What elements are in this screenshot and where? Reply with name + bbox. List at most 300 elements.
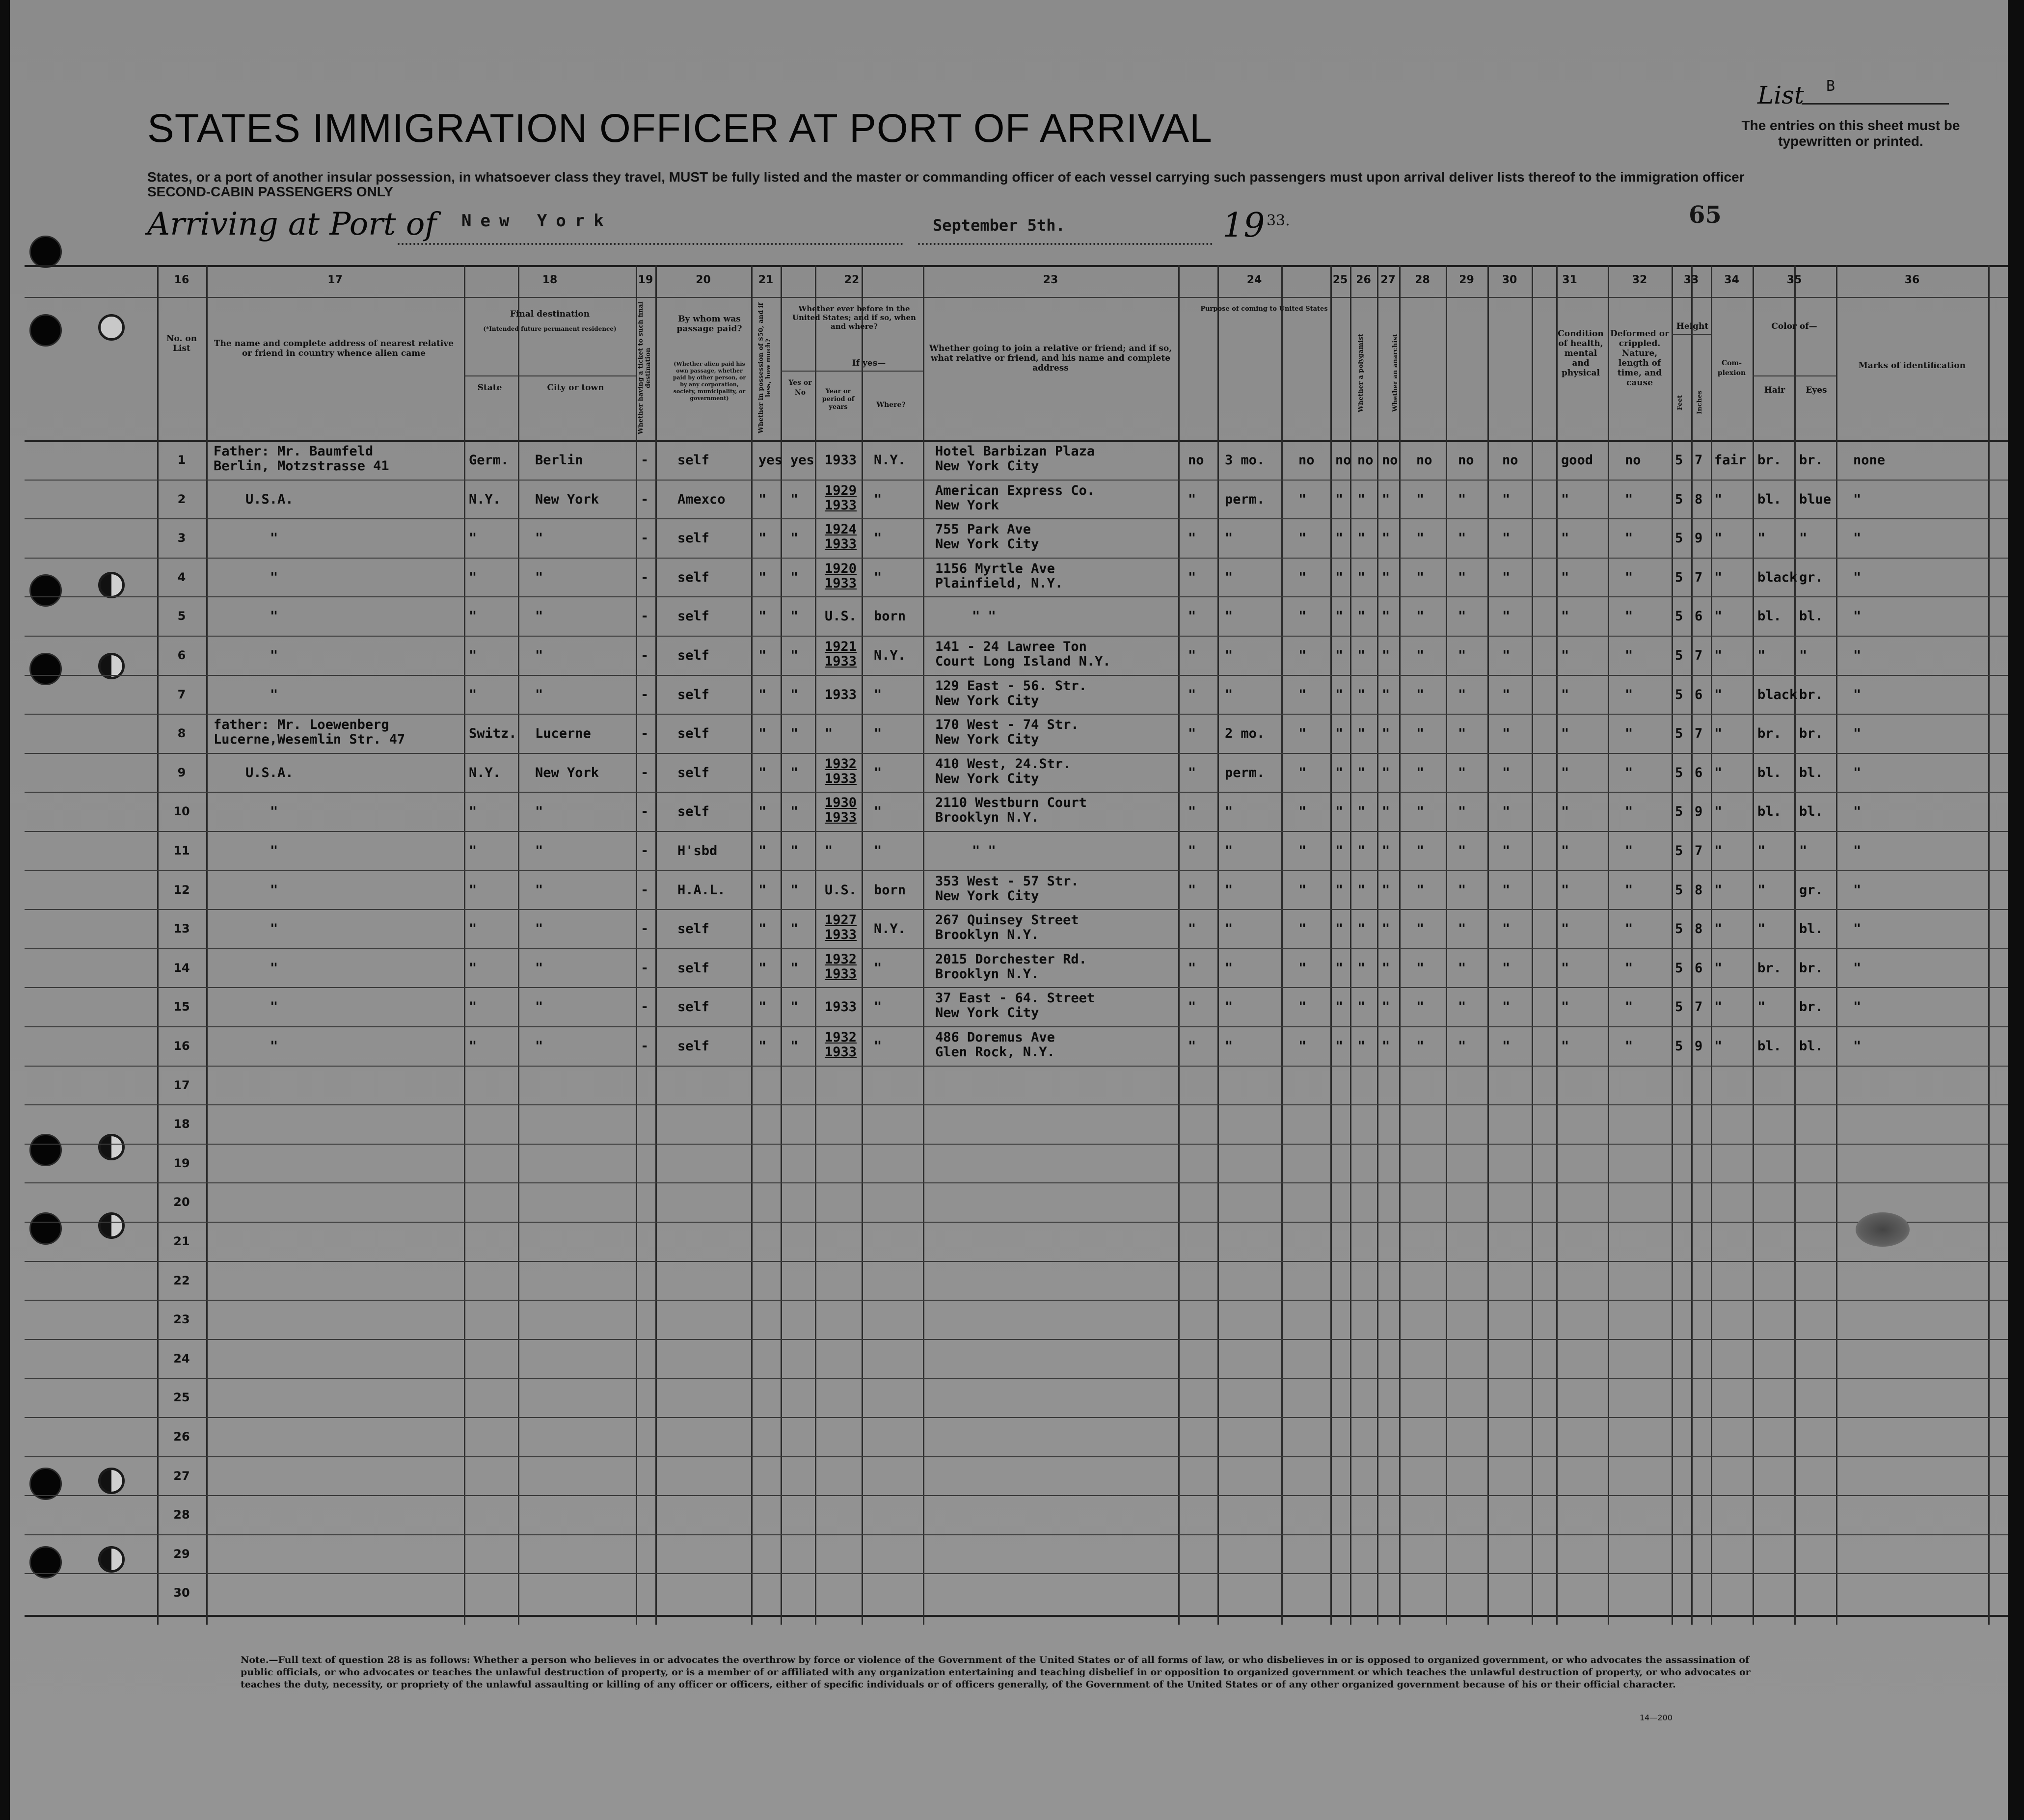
hair-color: black (1757, 569, 1798, 585)
where-value: " (874, 569, 882, 585)
purpose-1: " (1188, 687, 1196, 702)
identification-marks: " (1853, 569, 1862, 585)
years-first: 1932 (825, 1030, 857, 1045)
column-line (655, 265, 657, 1625)
port-value: New York (461, 211, 613, 231)
col-28: " (1416, 960, 1425, 976)
column-line (1487, 265, 1489, 1625)
complexion-value: " (1714, 843, 1723, 858)
where-value: " (874, 1039, 882, 1054)
column-line (1794, 265, 1796, 1625)
complexion-value: " (1714, 491, 1723, 507)
purpose-3: " (1298, 569, 1307, 585)
date-dotted-line (918, 243, 1213, 245)
header-deformed: Deformed or crippled. Nature, length of time, and cause (1610, 329, 1670, 388)
purpose-3: " (1298, 999, 1307, 1015)
eye-color: br. (1799, 687, 1823, 702)
destination-state: " (469, 569, 477, 585)
deformed-value: " (1625, 726, 1633, 742)
row-line (25, 831, 2008, 832)
purpose-3: " (1298, 882, 1307, 898)
row-line (25, 1104, 2008, 1105)
col-29: " (1458, 648, 1466, 663)
col-25: " (1335, 1039, 1344, 1054)
row-number: 14 (173, 961, 190, 975)
height-feet: 5 (1675, 1039, 1683, 1054)
deformed-value: " (1625, 804, 1633, 820)
money-value: " (758, 531, 767, 546)
row-number: 15 (173, 1000, 190, 1014)
column-number: 26 (1356, 274, 1371, 286)
joining-address: Court Long Island N.Y. (935, 654, 1111, 669)
money-value: " (758, 569, 767, 585)
height-feet: 5 (1675, 491, 1683, 507)
destination-state: " (469, 648, 477, 663)
header-years: Year or period of years (822, 388, 855, 411)
health-condition: " (1561, 1039, 1569, 1054)
row-number: 7 (177, 687, 186, 701)
row-number: 19 (173, 1156, 190, 1170)
row-number: 20 (173, 1195, 190, 1209)
years-second: 1933 (825, 771, 857, 786)
deformed-value: " (1625, 1039, 1633, 1054)
years-first: 1932 (825, 756, 857, 772)
col-26: " (1357, 960, 1366, 976)
row-number: 29 (173, 1547, 190, 1561)
row-line (25, 1339, 2008, 1340)
eye-color: gr. (1799, 569, 1823, 585)
table-top-border (25, 265, 2008, 267)
before-yes-no: " (790, 999, 799, 1015)
height-inches: 9 (1695, 531, 1703, 546)
column-line (1350, 265, 1351, 1625)
hair-color: " (1757, 843, 1766, 858)
complexion-value: " (1714, 609, 1723, 624)
column-line (1753, 265, 1754, 1625)
eye-color: br. (1799, 960, 1823, 976)
header-no-on-list: No. on List (166, 334, 197, 353)
ticket-value: - (641, 687, 649, 702)
destination-state: " (469, 687, 477, 702)
row-line (25, 1573, 2008, 1574)
height-inches: 6 (1695, 960, 1703, 976)
col-25: " (1335, 687, 1344, 702)
col-26: " (1357, 999, 1366, 1015)
health-condition: " (1561, 726, 1569, 742)
purpose-3: no (1298, 453, 1315, 468)
joining-name: 353 West - 57 Str. (935, 873, 1079, 889)
column-number: 30 (1502, 274, 1517, 286)
deformed-value: " (1625, 843, 1633, 858)
header-purpose: Purpose of coming to United States (1200, 305, 1328, 313)
purpose-length: " (1225, 882, 1233, 898)
years-second: 1933 (825, 927, 857, 943)
complexion-value: " (1714, 960, 1723, 976)
deformed-value: no (1625, 453, 1641, 468)
identification-marks: " (1853, 726, 1862, 742)
col-28: " (1416, 609, 1425, 624)
row-number: 11 (173, 844, 190, 857)
purpose-length: " (1225, 843, 1233, 858)
height-inches: 9 (1695, 1039, 1703, 1054)
joining-address: New York City (935, 693, 1039, 708)
joining-name: 170 West - 74 Str. (935, 717, 1079, 733)
identification-marks: " (1853, 648, 1862, 663)
purpose-length: perm. (1225, 491, 1265, 507)
row-line (25, 909, 2008, 910)
row-number: 12 (173, 883, 190, 897)
joining-name: 129 East - 56. Str. (935, 678, 1087, 694)
purpose-3: " (1298, 765, 1307, 780)
header-marks: Marks of identification (1858, 361, 1966, 371)
col-30: no (1502, 453, 1518, 468)
column-line (1988, 265, 1990, 1625)
money-value: " (758, 882, 767, 898)
joining-address: Brooklyn N.Y. (935, 810, 1039, 826)
joining-name: 267 Quinsey Street (935, 912, 1079, 928)
column-line (157, 265, 159, 1625)
height-inches: 7 (1695, 999, 1703, 1015)
row-line (25, 1222, 2008, 1223)
height-inches: 7 (1695, 648, 1703, 663)
col-26: " (1357, 1039, 1366, 1054)
destination-state: " (469, 843, 477, 858)
health-condition: " (1561, 882, 1569, 898)
height-feet: 5 (1675, 569, 1683, 585)
joining-address: New York City (935, 732, 1039, 748)
destination-state: " (469, 999, 477, 1015)
money-value: " (758, 648, 767, 663)
purpose-3: " (1298, 491, 1307, 507)
col-27: " (1382, 999, 1390, 1015)
col-29: " (1458, 687, 1466, 702)
years-first: 1921 (825, 639, 857, 654)
joining-address: Glen Rock, N.Y. (935, 1044, 1055, 1060)
health-condition: " (1561, 999, 1569, 1015)
col-27: " (1382, 609, 1390, 624)
row-number: 5 (177, 609, 186, 623)
row-number: 22 (173, 1273, 190, 1287)
col-30: " (1502, 882, 1511, 898)
col-25: " (1335, 491, 1344, 507)
row-line (25, 596, 2008, 597)
purpose-length: " (1225, 687, 1233, 702)
purpose-3: " (1298, 804, 1307, 820)
binder-ring (98, 314, 125, 341)
purpose-length: 3 mo. (1225, 453, 1265, 468)
deformed-value: " (1625, 687, 1633, 702)
col-29: " (1458, 765, 1466, 780)
row-line (25, 636, 2008, 637)
years-value: 1933 (825, 687, 857, 702)
health-condition: " (1561, 843, 1569, 858)
identification-marks: " (1853, 921, 1862, 937)
row-line (25, 1534, 2008, 1535)
column-line (862, 265, 863, 1625)
stain-mark (1856, 1212, 1910, 1247)
header-where: Where? (876, 401, 906, 409)
purpose-3: " (1298, 1039, 1307, 1054)
purpose-length: " (1225, 1039, 1233, 1054)
relative-name: " (270, 999, 278, 1015)
hair-color: " (1757, 648, 1766, 663)
joining-name: 141 - 24 Lawree Ton (935, 639, 1087, 654)
destination-city: " (535, 531, 543, 546)
purpose-length: " (1225, 569, 1233, 585)
row-number: 26 (173, 1430, 190, 1444)
eye-color: bl. (1799, 1039, 1823, 1054)
col-27: " (1382, 804, 1390, 820)
deformed-value: " (1625, 765, 1633, 780)
row-line (25, 948, 2008, 949)
col-29: " (1458, 804, 1466, 820)
destination-city: Lucerne (535, 726, 591, 742)
col-27: " (1382, 648, 1390, 663)
height-inches: 9 (1695, 804, 1703, 820)
joining-address: Brooklyn N.Y. (935, 927, 1039, 943)
col-29: " (1458, 921, 1466, 937)
joining-address: Plainfield, N.Y. (935, 575, 1063, 591)
destination-city: " (535, 921, 543, 937)
joining-address: New York City (935, 536, 1039, 552)
complexion-value: " (1714, 1039, 1723, 1054)
eye-color: br. (1799, 999, 1823, 1015)
joining-name: 2015 Dorchester Rd. (935, 951, 1087, 967)
hair-color: " (1757, 882, 1766, 898)
before-yes-no: " (790, 569, 799, 585)
eye-color: bl. (1799, 765, 1823, 780)
row-number: 23 (173, 1312, 190, 1327)
identification-marks: " (1853, 882, 1862, 898)
col-30: " (1502, 1039, 1511, 1054)
purpose-1: " (1188, 882, 1196, 898)
column-line (1711, 265, 1712, 1625)
height-inches: 8 (1695, 882, 1703, 898)
health-condition: " (1561, 804, 1569, 820)
binder-hole (29, 1212, 62, 1245)
col-26: " (1357, 921, 1366, 937)
col-30: " (1502, 804, 1511, 820)
row-line (25, 870, 2008, 871)
destination-state: Germ. (469, 453, 509, 468)
where-value: " (874, 726, 882, 742)
before-yes-no: " (790, 531, 799, 546)
col-28: " (1416, 921, 1425, 937)
column-line (781, 265, 782, 1625)
col-28: " (1416, 843, 1425, 858)
header-color-of: Color of— (1771, 321, 1817, 331)
col-25: " (1335, 843, 1344, 858)
years-value: " (825, 726, 833, 742)
height-feet: 5 (1675, 648, 1683, 663)
purpose-1: " (1188, 648, 1196, 663)
row-number: 25 (173, 1391, 190, 1405)
row-line (25, 1456, 2008, 1457)
row-line (25, 987, 2008, 988)
money-value: " (758, 687, 767, 702)
health-condition: " (1561, 569, 1569, 585)
header-yes-or-no: Yes or No (788, 379, 812, 397)
destination-city: " (535, 609, 543, 624)
col-28: " (1416, 648, 1425, 663)
col-26: " (1357, 491, 1366, 507)
purpose-length: 2 mo. (1225, 726, 1265, 742)
column-line (206, 265, 208, 1625)
passage-paid: self (677, 687, 710, 702)
passage-paid: self (677, 609, 710, 624)
height-feet: 5 (1675, 609, 1683, 624)
destination-state: N.Y. (469, 491, 501, 507)
passage-paid: Amexco (677, 491, 726, 507)
column-line (1399, 265, 1401, 1625)
deformed-value: " (1625, 569, 1633, 585)
column-number: 36 (1904, 274, 1920, 286)
list-underline (1802, 103, 1949, 105)
col-26: " (1357, 609, 1366, 624)
year-prefix: 19 (1222, 206, 1265, 245)
column-line (923, 265, 924, 1625)
row-line (25, 1378, 2008, 1379)
binder-hole (29, 574, 62, 607)
health-condition: " (1561, 921, 1569, 937)
col-30: " (1502, 569, 1511, 585)
deformed-value: " (1625, 999, 1633, 1015)
identification-marks: " (1853, 491, 1862, 507)
row-line (25, 518, 2008, 519)
money-value: " (758, 1039, 767, 1054)
col-27: " (1382, 687, 1390, 702)
eye-color: " (1799, 843, 1808, 858)
eye-color: " (1799, 531, 1808, 546)
binder-ring (98, 1546, 125, 1573)
complexion-value: " (1714, 921, 1723, 937)
health-condition: " (1561, 491, 1569, 507)
relative-name: " (270, 804, 278, 820)
header-anarchist: Whether an anarchist (1392, 334, 1399, 412)
col-26: " (1357, 726, 1366, 742)
relative-name: " (270, 960, 278, 976)
joining-address: New York City (935, 458, 1039, 474)
purpose-length: " (1225, 999, 1233, 1015)
row-number: 8 (177, 726, 186, 741)
col-29: " (1458, 1039, 1466, 1054)
ticket-value: - (641, 804, 649, 820)
years-first: 1920 (825, 561, 857, 576)
years-second: 1933 (825, 1044, 857, 1060)
list-label: List (1757, 81, 1804, 109)
col-25: " (1335, 765, 1344, 780)
col-29: " (1458, 999, 1466, 1015)
header-feet: Feet (1676, 395, 1684, 410)
purpose-3: " (1298, 726, 1307, 742)
purpose-length: " (1225, 921, 1233, 937)
joining-name: " " (972, 609, 996, 624)
destination-state: " (469, 804, 477, 820)
col-30: " (1502, 531, 1511, 546)
where-value: " (874, 843, 882, 858)
identification-marks: none (1853, 453, 1886, 468)
column-number: 27 (1380, 274, 1396, 286)
identification-marks: " (1853, 960, 1862, 976)
col-30: " (1502, 960, 1511, 976)
instructions-text: States, or a port of another insular possession, in whatsoever class they travel, MUST be fully listed and the master or commanding officer of each vessel carrying such passengers must upon arrival deliver lists thereof to the immigration officer (147, 169, 1745, 185)
complexion-value: " (1714, 687, 1723, 702)
destination-city: New York (535, 765, 599, 780)
col-29: " (1458, 843, 1466, 858)
relative-name: " (270, 882, 278, 898)
col-27: " (1382, 726, 1390, 742)
column-number: 29 (1459, 274, 1474, 286)
purpose-1: " (1188, 609, 1196, 624)
col-28: " (1416, 882, 1425, 898)
col-26: " (1357, 569, 1366, 585)
header-state: State (477, 383, 502, 393)
row-number: 2 (177, 492, 186, 506)
header-condition: Condition of health, mental and physical (1558, 329, 1604, 378)
col-26: " (1357, 843, 1366, 858)
col-29: " (1458, 569, 1466, 585)
row-line (25, 480, 2008, 481)
col-29: " (1458, 491, 1466, 507)
col-30: " (1502, 609, 1511, 624)
col-29: " (1458, 609, 1466, 624)
joining-name: 2110 Westburn Court (935, 795, 1087, 811)
row-number: 13 (173, 922, 190, 936)
before-yes-no: " (790, 960, 799, 976)
header-complexion: Com-plexion (1717, 359, 1746, 377)
identification-marks: " (1853, 1039, 1862, 1054)
joining-address: New York City (935, 1005, 1039, 1021)
eye-color: blue (1799, 491, 1832, 507)
height-inches: 6 (1695, 609, 1703, 624)
manifest-sheet (10, 0, 2008, 1820)
height-inches: 8 (1695, 491, 1703, 507)
destination-state: " (469, 531, 477, 546)
before-yes-no: " (790, 609, 799, 624)
column-line (1178, 265, 1180, 1625)
col-29: no (1458, 453, 1474, 468)
column-number: 23 (1043, 274, 1058, 286)
col-30: " (1502, 687, 1511, 702)
complexion-value: " (1714, 804, 1723, 820)
destination-state: " (469, 921, 477, 937)
ticket-value: - (641, 882, 649, 898)
row-line (25, 792, 2008, 793)
height-inches: 7 (1695, 843, 1703, 858)
column-line (1446, 265, 1447, 1625)
height-feet: 5 (1675, 882, 1683, 898)
height-inches: 7 (1695, 726, 1703, 742)
health-condition: " (1561, 960, 1569, 976)
deformed-value: " (1625, 531, 1633, 546)
money-value: " (758, 960, 767, 976)
complexion-value: fair (1714, 453, 1747, 468)
complexion-value: " (1714, 882, 1723, 898)
header-passage-paid: By whom was passage paid? (676, 314, 742, 334)
where-value: " (874, 531, 882, 546)
binder-hole (29, 653, 62, 685)
relative-name: " (270, 648, 278, 663)
hair-color: br. (1757, 726, 1781, 742)
col-25: " (1335, 804, 1344, 820)
row-line (25, 558, 2008, 559)
purpose-1: " (1188, 569, 1196, 585)
ticket-value: - (641, 531, 649, 546)
col-28: " (1416, 531, 1425, 546)
col-26: " (1357, 531, 1366, 546)
joining-address: New York City (935, 888, 1039, 904)
years-first: 1929 (825, 482, 857, 498)
